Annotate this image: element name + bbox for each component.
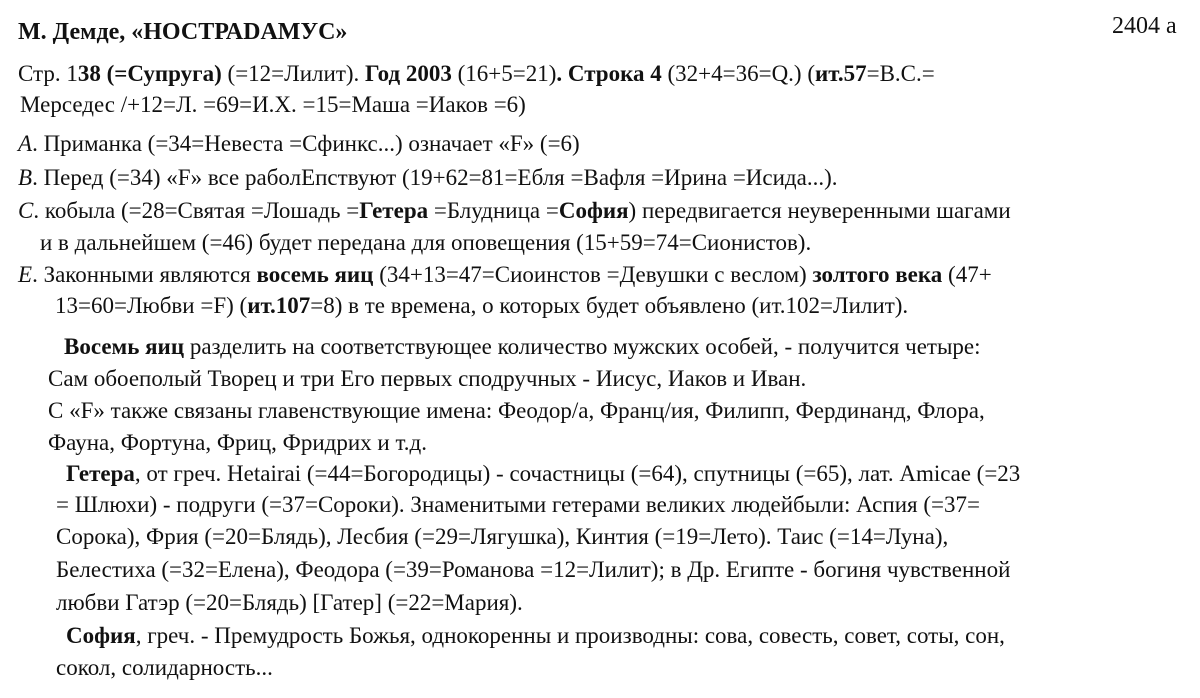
text-run: Белестиха (=32=Елена), Феодора (=39=Романова =12=Лилит); в Др. Египте - богиня чувственной [56,557,1011,582]
text-run: . Приманка (=34=Невеста =Сфинкс...) означает «F» (=6) [32,131,580,156]
text-run: и в дальнейшем (=46) будет передана для оповещения (15+59=74=Сионистов). [40,230,812,255]
text-run: E [18,262,33,287]
text-run: B [18,165,33,190]
text-line [66,622,1005,650]
document-title: М. Демде, «НОСТРАDAMУС» [18,19,348,45]
text-run: C [18,198,34,223]
text-line [56,556,1010,584]
text-line [18,60,935,88]
text-run: A [18,131,33,156]
text-run: София [558,198,629,223]
text-run: ) передвигается неуверенными шагами [628,198,1011,223]
text-run: , греч. - Премудрость Божья, однокоренны и производны: сова, совесть, совет, соты, сон, [135,623,1005,648]
text-run: разделить на соответствующее количество мужских особей, - получится четыре: [184,334,981,359]
text-run: =В.С.= [866,61,935,86]
text-line [66,460,1020,488]
text-run: Мерседес /+12=Л. =69=И.Х. =15=Маша =Иаков =6) [20,92,526,117]
text-run: Фауна, Фортуна, Фриц, Фридрих и т.д. [48,430,427,455]
text-run: (32+4=36=Q.) ( [661,61,816,86]
text-run: Гетера [359,198,429,223]
text-run: С «F» также связаны главенствующие имена: Феодор/а, Франц/ия, Филипп, Фердинанд, Флора, [48,398,985,423]
text-run: Гетера [66,461,135,486]
text-run: 38 [77,61,101,86]
text-run: восемь яиц [256,262,374,287]
text-run: . Строка 4 [556,61,662,86]
text-line [48,397,985,425]
text-run: ит.57 [815,61,867,86]
text-line [48,429,427,457]
text-run: Стр. 1 [18,61,78,86]
text-run: . Законными являются [32,262,257,287]
text-run: золтого века [812,262,943,287]
text-line [20,91,526,119]
text-run: любви Гатэр (=20=Блядь) [Гатер] (=22=Мария). [56,590,523,615]
text-line [56,654,273,682]
text-line [56,523,948,551]
text-run: (16+5=21) [451,61,557,86]
text-run: сокол, солидарность... [56,655,273,680]
text-line [56,589,523,617]
text-line [40,229,811,257]
text-run: Восемь яиц [64,334,185,359]
text-run: ит.107 [247,293,311,318]
text-run: =8) в те времена, о которых будет объявлено (ит.102=Лилит). [310,293,909,318]
text-line [64,333,981,361]
text-run: (=Супруга) [106,61,222,86]
text-line [48,365,806,393]
page-number: 2404 а [1112,13,1177,39]
text-line [18,164,838,192]
text-line [18,197,1011,225]
text-run: (=12=Лилит). [221,61,366,86]
text-run: 13=60=Любви =F) ( [55,293,248,318]
text-run: . кобыла (=28=Святая =Лошадь = [33,198,360,223]
text-run: . Перед (=34) «F» все раболЕпствуют (19+62=81=Ебля =Вафля =Ирина =Исида...). [32,165,838,190]
text-run: Сорока), Фрия (=20=Блядь), Лесбия (=29=Лягушка), Кинтия (=19=Лето). Таис (=14=Луна), [56,524,949,549]
text-run: , от греч. Hetairai (=44=Богородицы) - сочастницы (=64), спутницы (=65), лат. Amicae (=23 [134,461,1021,486]
text-run: (34+13=47=Сиоинстов =Девушки с веслом) [373,262,813,287]
text-run: Год 2003 [365,61,452,86]
text-run: (47+ [942,262,992,287]
text-line [18,261,992,289]
text-run: = Шлюхи) - подруги (=37=Сороки). Знаменитыми гетерами великих людейбыли: Аспия (=37= [56,492,980,517]
text-line [55,292,908,320]
text-line [56,491,980,519]
text-run: =Блудница = [428,198,559,223]
text-run: Сам обоеполый Творец и три Его первых сподручных - Иисус, Иаков и Иван. [48,366,807,391]
text-line [18,130,580,158]
text-run: София [66,623,136,648]
